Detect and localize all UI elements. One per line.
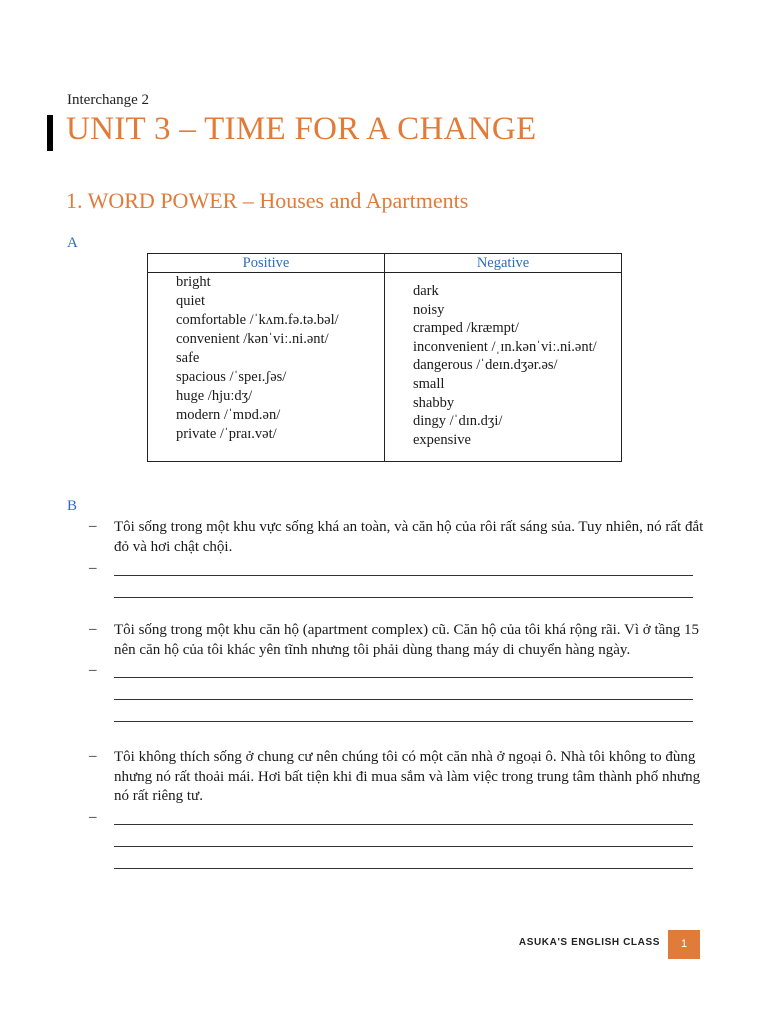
negative-word-list (385, 273, 621, 449)
part-a-label: A (67, 235, 78, 251)
answer-line[interactable] (114, 721, 693, 722)
negative-word: dingy /ˈdɪn.dʒi/ (413, 413, 503, 430)
unit-title: UNIT 3 – TIME FOR A CHANGE (66, 111, 537, 147)
positive-word: convenient /kənˈviː.ni.ənt/ (176, 331, 329, 347)
negative-word: dangerous /ˈdeɪn.dʒər.əs/ (413, 357, 558, 374)
positive-word: huge /hjuːdʒ/ (176, 388, 253, 404)
part-b-label: B (67, 498, 78, 514)
exercise-prompt: Tôi không thích sống ở chung cư nên chúng tôi có một căn nhà ở ngoại ô. Nhà tôi không to đùng nhưng nó rất thoải mái. Hơi bất tiện khi đi mua sắm và làm việc trong trung tâm thành phố nhưng nó rất riêng tư. (114, 749, 701, 804)
section-title: 1. WORD POWER – Houses and Apartments (66, 188, 469, 213)
negative-word: inconvenient /ˌɪn.kənˈviː.ni.ənt/ (413, 338, 597, 355)
answer-line[interactable] (114, 868, 693, 869)
answer-line[interactable] (114, 824, 693, 825)
table-row (148, 273, 622, 462)
exercise-dash: – (89, 518, 97, 534)
vocabulary-table (147, 253, 622, 462)
positive-word: quiet (176, 293, 205, 309)
negative-word: noisy (413, 301, 445, 318)
negative-word: small (413, 375, 445, 392)
positive-word: comfortable /ˈkʌm.fə.tə.bəl/ (176, 312, 339, 328)
positive-word: spacious /ˈspeɪ.ʃəs/ (176, 369, 287, 385)
answer-dash: – (89, 560, 97, 576)
exercise-prompt: Tôi sống trong một khu căn hộ (apartment complex) cũ. Căn hộ của tôi khá rộng rãi. Vì ở tầng 15 nên căn hộ của tôi khác yên tĩnh nhưng tôi phải dùng thang máy di chuyển hàng ngày. (114, 622, 700, 658)
footer-class-name: ASUKA'S ENGLISH CLASS (518, 937, 660, 948)
positive-word: bright (176, 274, 211, 290)
title-accent-bar (47, 115, 53, 151)
answer-dash: – (89, 662, 97, 678)
positive-word: safe (176, 350, 200, 366)
series-label: Interchange 2 (67, 92, 150, 108)
negative-word: cramped /kræmpt/ (413, 320, 519, 337)
negative-column (385, 273, 622, 462)
answer-dash: – (89, 809, 97, 825)
positive-header: Positive (148, 254, 385, 273)
positive-column (148, 273, 385, 462)
answer-line[interactable] (114, 699, 693, 700)
page-number: 1 (668, 930, 700, 959)
answer-line[interactable] (114, 677, 693, 678)
negative-word: dark (413, 283, 439, 299)
negative-header: Negative (385, 254, 622, 273)
positive-word: private /ˈpraɪ.vət/ (176, 426, 277, 442)
exercise-dash: – (89, 748, 97, 764)
negative-word: expensive (413, 431, 471, 448)
exercise-prompt: Tôi sống trong một khu vực sống khá an toàn, và căn hộ của rôi rất sáng sủa. Tuy nhiên, nó rất đắt đỏ và hơi chật chội. (114, 519, 704, 555)
negative-word: shabby (413, 394, 455, 411)
positive-word-list (148, 273, 384, 444)
exercise-dash: – (89, 621, 97, 637)
table-header-row (148, 254, 622, 273)
positive-word: modern /ˈmɒd.ən/ (176, 407, 281, 423)
answer-line[interactable] (114, 846, 693, 847)
answer-line[interactable] (114, 575, 693, 576)
answer-line[interactable] (114, 597, 693, 598)
